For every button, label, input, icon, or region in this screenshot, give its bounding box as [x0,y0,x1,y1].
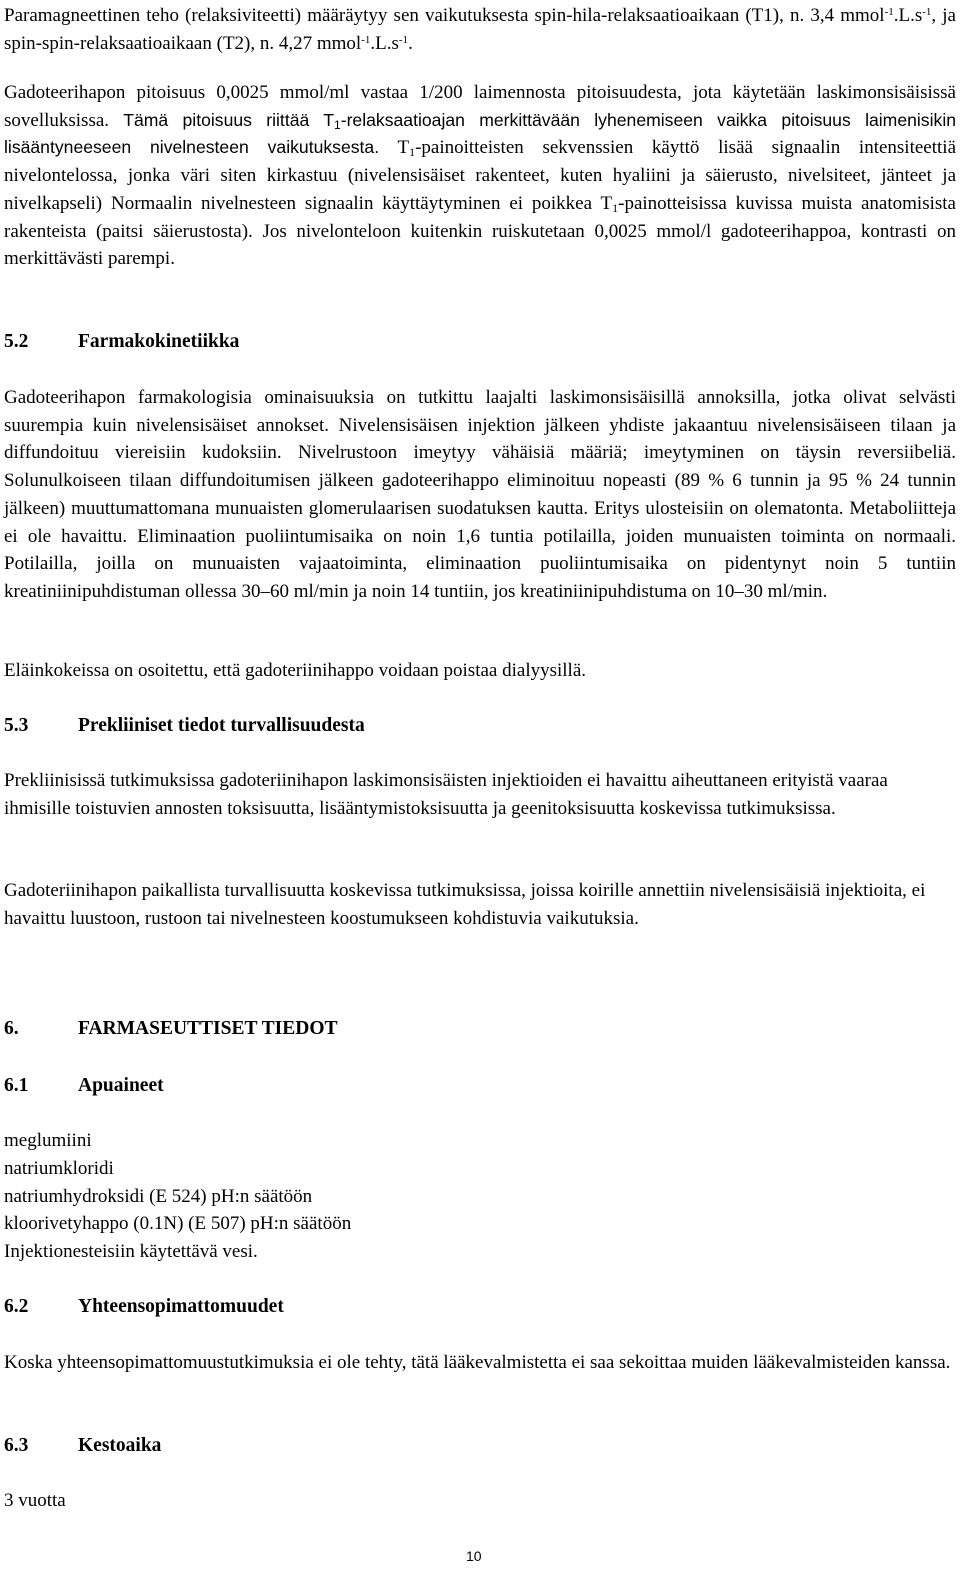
excipient-item: natriumhydroksidi (E 524) pH:n säätöön [4,1186,313,1207]
section-heading-6: 6. FARMASEUTTISET TIEDOT [4,1018,338,1039]
excipient-item: Injektionesteisiin käytettävä vesi. [4,1241,258,1262]
preclinical-paragraph-2: Gadoteriinihapon paikallista turvallisuutta koskevissa tutkimuksissa, joissa koirille annettiin nivelensisäisiä injektioita, ei havaittu luustoon, rustoon tai nivelnesteen koostumukseen kohdistuvia vaikutuksia. [4,880,926,929]
sans-sentence: Tämä pitoisuus riittää $T_1$-relaksaatioajan merkittävään lyhenemiseen vaikka pitoisuus laimenisikin lisääntyneeseen nivelnesteen vaikutuksesta. [4,109,957,158]
intro-paragraph-concentration: Gadoteerihapon pitoisuus 0,0025 mmol/ml vastaa 1/200 laimennosta pitoisuudesta, jota käytetään laskimonsisäisissä sovelluksissa. Tämä pitoisuus riittää $T_1$-relaksaatioajan merkittävään lyhenemiseen vaikka pitoisuus laimenisikin lisääntyneeseen nivelnesteen vaikutuksesta. $T_1$-painoitteisten sekvenssien käyttö lisää signaalin intensiteettiä nivelontelossa, jonka väri siten kirkastuu (nivelensisäiset rakenteet, kuten hyaliini ja säierusto, nivelsiteet, jänteet ja nivelkapseli) Normaalin nivelnesteen signaalin käyttäytyminen ei poikkea $T_1$-painotteisissa kuvissa muista anatomisista rakenteista (paitsi säierustosta). Jos nivelonteloon kuitenkin ruiskutetaan 0,0025 mmol/l gadoteerihappoa, kontrasti on merkittävästi parempi. [4,82,957,270]
section-heading-5-2: 5.2 Farmakokinetiikka [4,331,240,352]
excipient-item: meglumiini [4,1130,92,1151]
shelf-life-value: 3 vuotta [4,1490,66,1511]
pharmacokinetics-paragraph: Gadoteerihapon farmakologisia ominaisuuksia on tutkittu laajalti laskimonsisäisillä annoksilla, jotka olivat selvästi suurempia kuin nivelensisäiset annokset. Nivelensisäisen injektion jälkeen yhdiste jakaantuu nivelensisäiseen tilaan ja diffundoituu viereisiin kudoksiin. Nivelrustoon imeytyy vähäisiä määriä; imeytyminen on täysin reversiibeliä. Solunulkoiseen tilaan diffundoitumisen jälkeen gadoteerihappo eliminoituu nopeasti (89 % 6 tunnin ja 95 % 24 tunnin jälkeen) muuttumattomana munuaisten glomerulaarisen suodatuksen kautta. Eritys ulosteisiin on olematonta. Metaboliitteja ei ole havaittu. Eliminaation puoliintumisaika on noin 1,6 tuntia potilailla, joiden munuaisten toiminta on normaali. Potilailla, joilla on munuaisten vajaatoiminta, eliminaation puoliintumisaika on pidentynyt noin 5 tuntiin kreatiniinipuhdistuman ollessa 30–60 ml/min ja noin 14 tuntiin, jos kreatiniinipuhdistuma on 10–30 ml/min. [4,387,956,602]
section-heading-6-1: 6.1 Apuaineet [4,1075,164,1096]
dialysis-sentence: Eläinkokeissa on osoitettu, että gadoteriinihappo voidaan poistaa dialyysillä. [4,660,587,681]
page-number: 10 [466,1548,482,1564]
excipient-item: kloorivetyhappo (0.1N) (E 507) pH:n säätöön [4,1213,352,1234]
intro-paragraph-relaxivity: Paramagneettinen teho (relaksiviteetti) määräytyy sen vaikutuksesta spin-hila-relaksaatioaikaan (T1), n. 3,4 $mmol^{-1}.L.s^{-1}$, ja spin-spin-relaksaatioaikaan (T2), n. 4,27 $mmol^{-1}.L.s^{-1}$. [4,5,956,54]
section-heading-6-3: 6.3 Kestoaika [4,1435,162,1456]
section-heading-5-3: 5.3 Prekliiniset tiedot turvallisuudesta [4,715,365,736]
excipient-item: natriumkloridi [4,1158,114,1179]
preclinical-paragraph-1: Prekliinisissä tutkimuksissa gadoteriinihapon laskimonsisäisten injektioiden ei havaittu aiheuttaneen erityistä vaaraa ihmisille toistuvien annosten toksisuutta, lisääntymistoksisuutta ja geenitoksisuutta koskevissa tutkimuksissa. [4,770,888,819]
section-heading-6-2: 6.2 Yhteensopimattomuudet [4,1296,284,1317]
incompatibilities-paragraph: Koska yhteensopimattomuustutkimuksia ei ole tehty, tätä lääkevalmistetta ei saa sekoittaa muiden lääkevalmisteiden kanssa. [4,1352,951,1373]
